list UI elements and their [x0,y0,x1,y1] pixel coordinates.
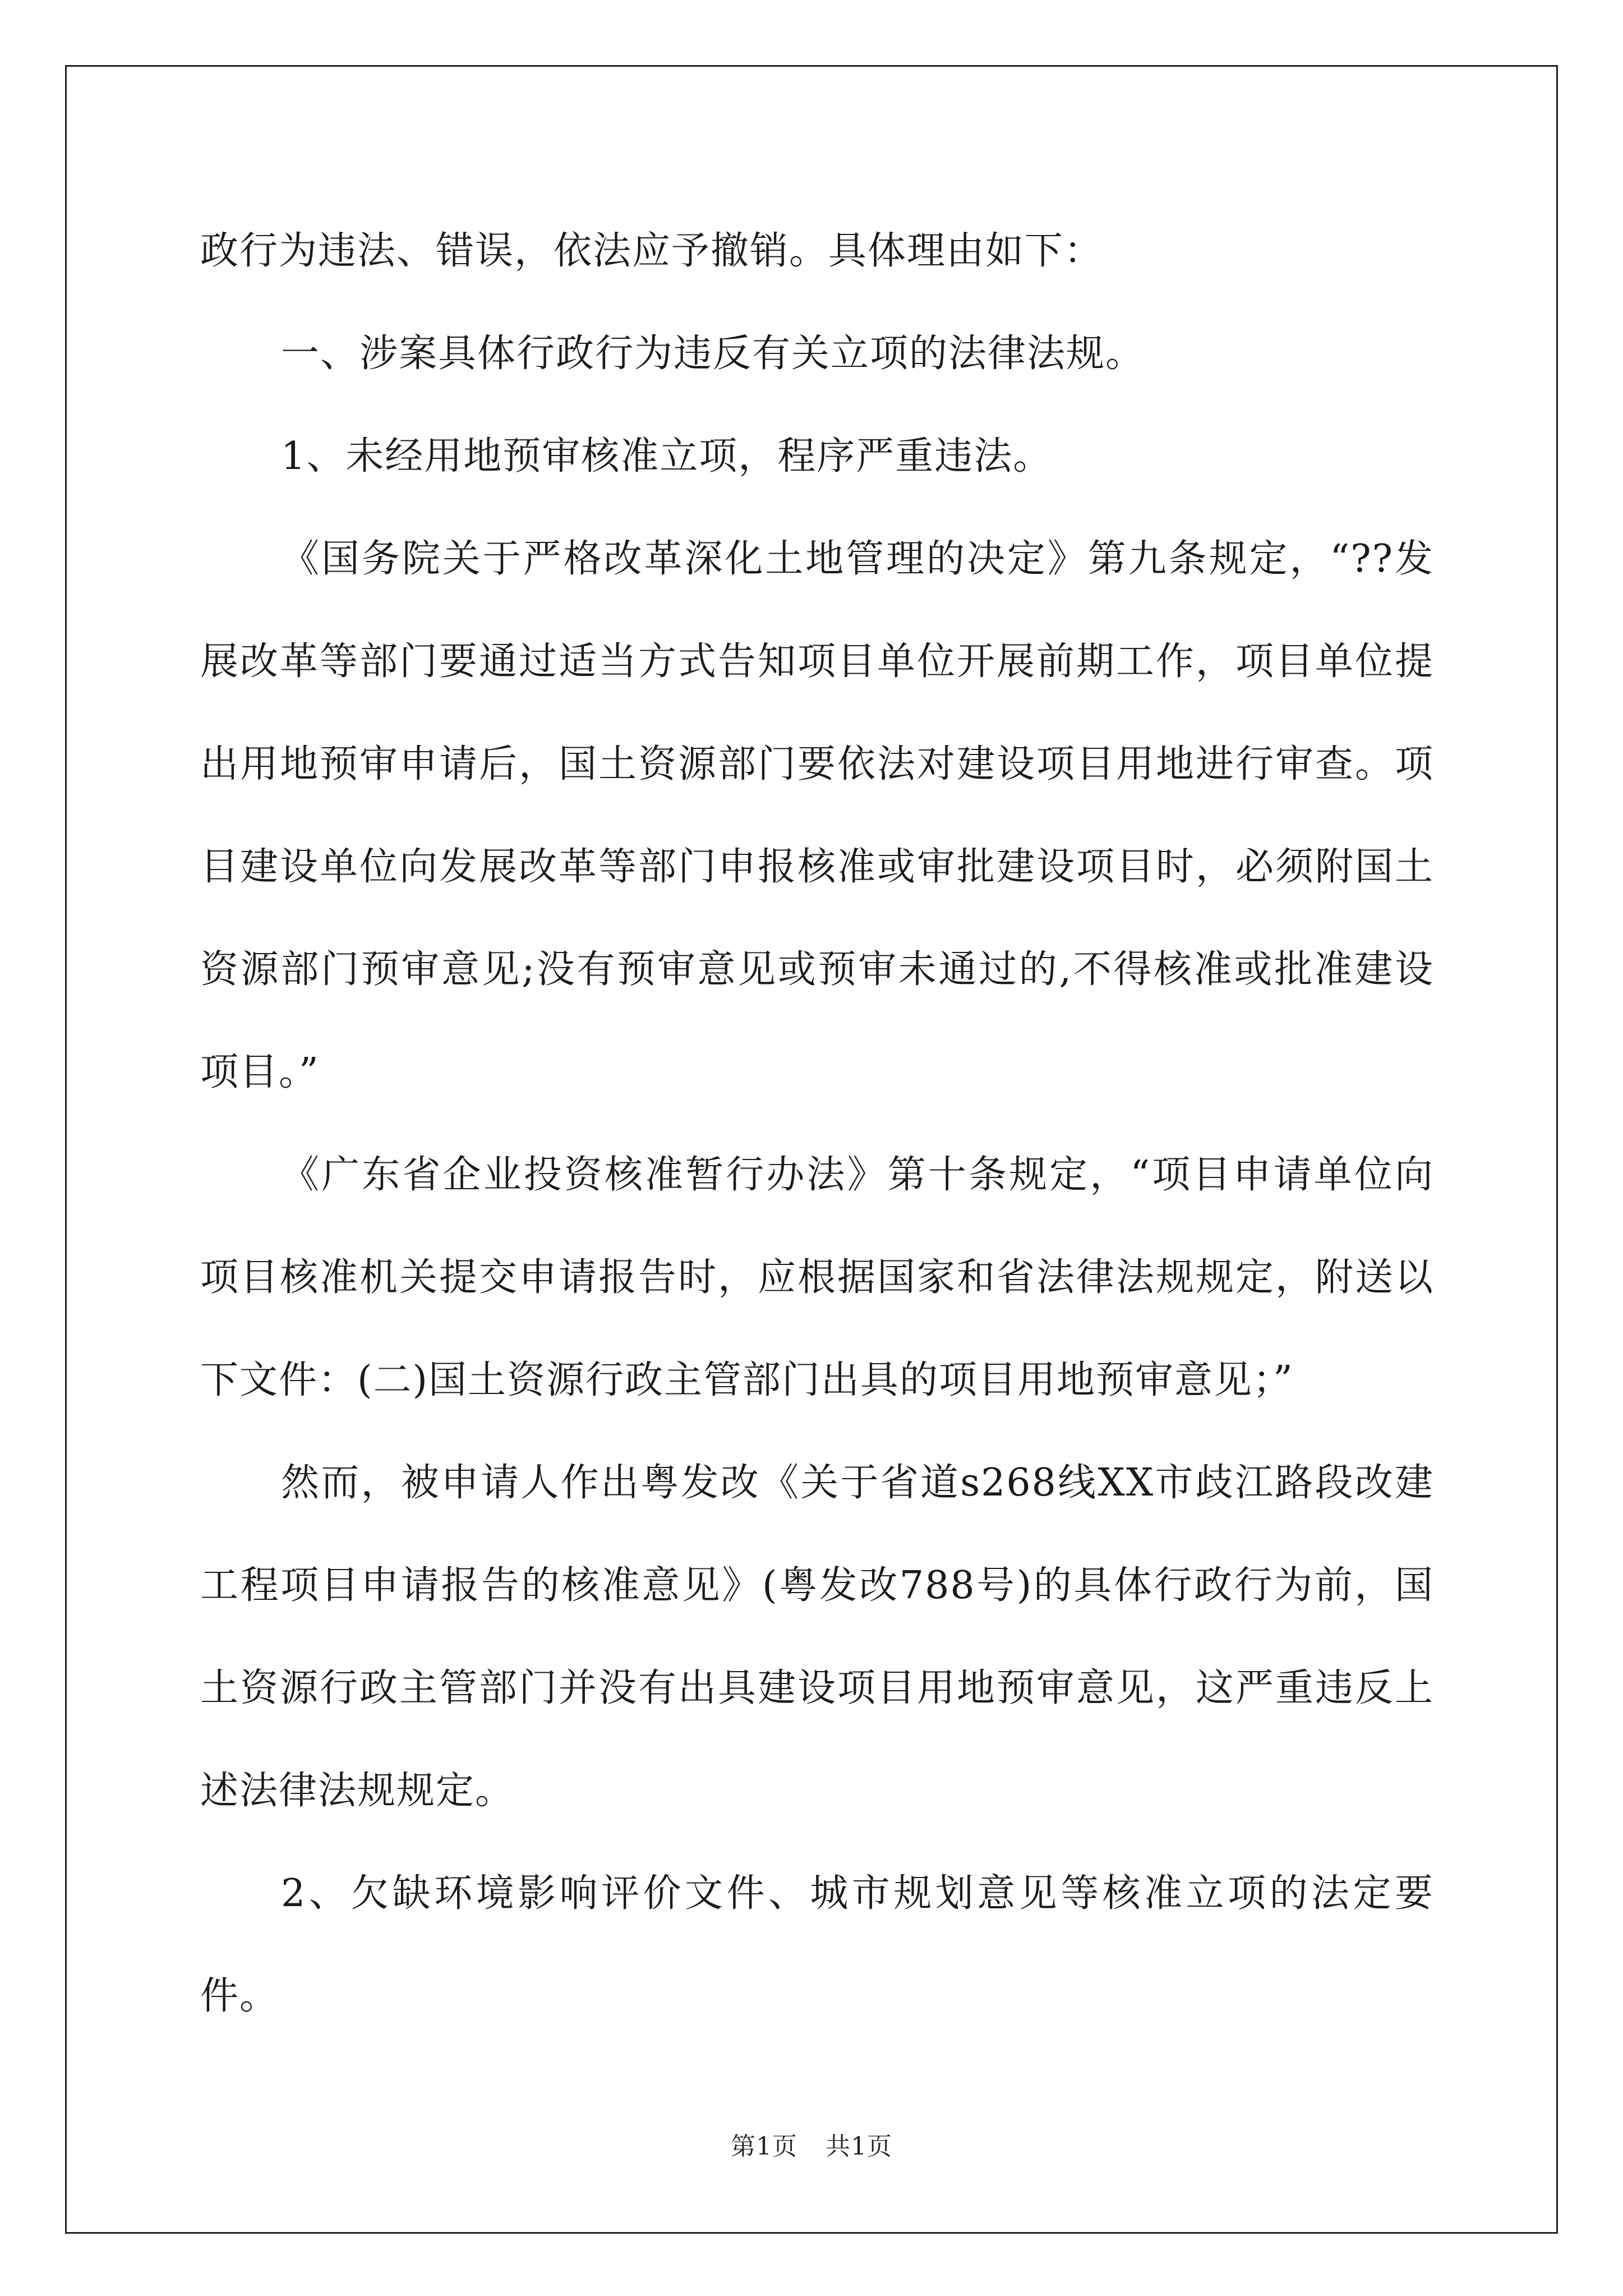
paragraph-guangdong-quote: 《广东省企业投资核准暂行办法》第十条规定，“项目申请单位向项目核准机关提交申请报告时，应根据国家和省法律法规规定，附送以下文件：(二)国土资源行政主管部门出具的项目用地预审意见；” [200,1153,1434,1402]
page-footer [0,2126,1623,2162]
paragraph-item-one: 1、未经用地预审核准立项，程序严重违法。 [281,434,1053,478]
paragraph-state-council-quote: 《国务院关于严格改革深化土地管理的决定》第九条规定，“??发展改革等部门要通过适当方式告知项目单位开展前期工作，项目单位提出用地预审申请后，国土资源部门要依法对建设项目用地进行审查。项目建设单位向发展改革等部门申报核准或审批建设项目时，必须附国土资源部门预审意见;没有预审意见或预审未通过的,不得核准或批准建设项目。” [200,537,1434,1094]
page-number-total: 共1页 [826,2132,892,2161]
paragraph-intro: 政行为违法、错误，依法应予撤销。具体理由如下： [200,229,1104,273]
paragraph-heading-one: 一、涉案具体行政行为违反有关立项的法律法规。 [281,332,1145,376]
paragraph-argument: 然而，被申请人作出粤发改《关于省道s268线XX市歧江路段改建工程项目申请报告的核准意见》(粤发改788号)的具体行政行为前，国土资源行政主管部门并没有出具建设项目用地预审意见，这严重违反上述法律法规规定。 [200,1461,1434,1813]
document-body [200,200,1434,2047]
paragraph-item-two: 2、欠缺环境影响评价文件、城市规划意见等核准立项的法定要件。 [200,1871,1434,2018]
page-number-current: 第1页 [731,2132,797,2161]
